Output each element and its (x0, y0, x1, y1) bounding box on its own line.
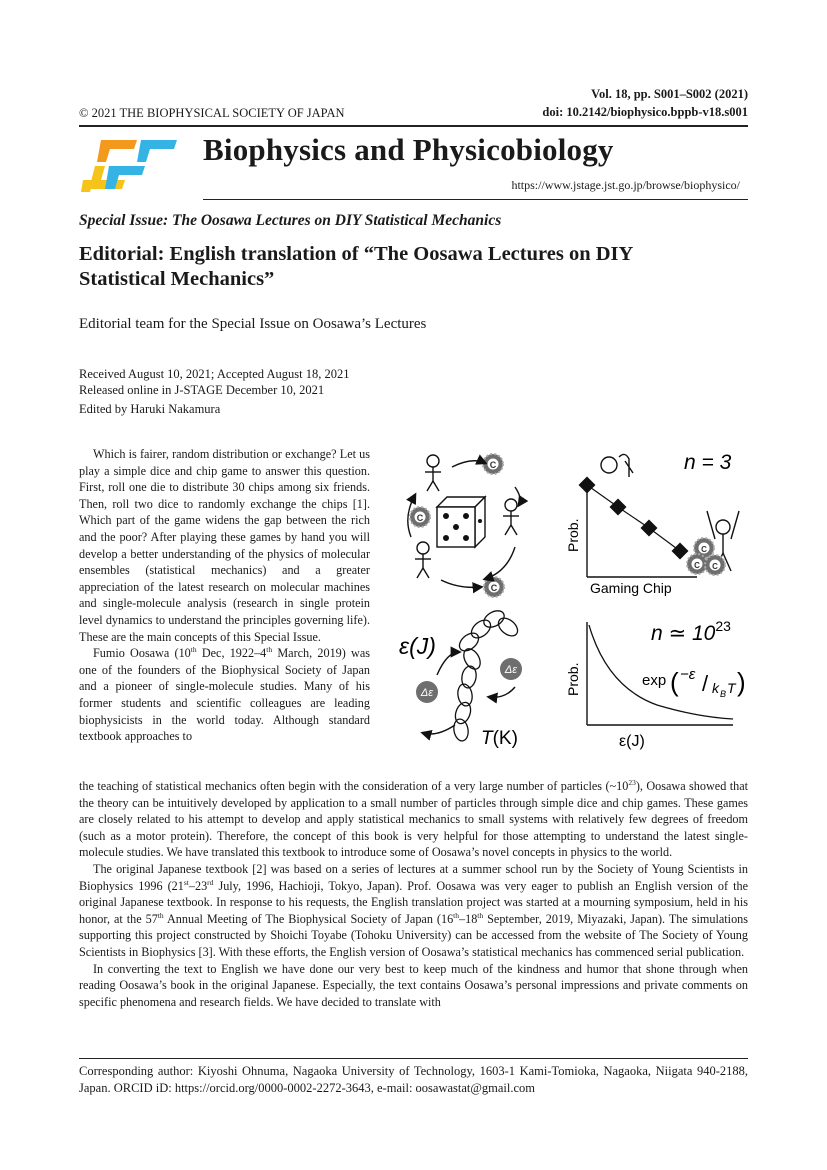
released-line: Released online in J-STAGE December 10, 2021 (79, 383, 325, 398)
gaming-chip-label: Gaming Chip (590, 580, 672, 596)
svg-text:C: C (694, 561, 700, 570)
header-rule-top (79, 125, 748, 127)
data-point (579, 477, 596, 494)
paragraph-2-col: Fumio Oosawa (10th Dec, 1922–4th March, 2019) was one of the founders of the Biophysical Society of Japan and a pioneer of single-molecule studies. Many of his former students and scientific colleagues are leading biophysicists in the world today. Although standard textbook approaches to (79, 645, 370, 744)
exchange-arrow (485, 547, 515, 579)
svg-text:k: k (712, 680, 719, 696)
n3-label: n = 3 (684, 451, 732, 474)
die-icon (437, 497, 485, 547)
volume-line: Vol. 18, pp. S001–S002 (2021) (591, 87, 748, 101)
delta-eps-label: Δε (504, 664, 518, 676)
paragraph-2-continued: the teaching of statistical mechanics often begin with the consideration of a very large number of particles $(\sim 10^{23})$, Oosawa showed that the theory can be intuitively developed by application to a small number of particles through simple dice and chip games. These games are closely related to his attempt to develop and apply statistical mechanics to small systems with relatively few degrees of freedom (such as a motor protein). Therefore, the concept of this book is very helpful for those attempting to understand the latest single-molecule studies. We have translated this textbook to introduce some of Oosawa’s novel concepts in physics to the world. (79, 777, 748, 860)
delta-eps-label: Δε (420, 687, 434, 699)
large-n-distribution-panel (565, 618, 746, 750)
poor-person-icon (601, 454, 633, 477)
person-icon (425, 455, 441, 491)
svg-text:(: ( (670, 667, 679, 697)
footer-rule (79, 1058, 748, 1059)
author-line: Editorial team for the Special Issue on Oosawa’s Lectures (79, 316, 427, 332)
svg-text:B: B (720, 689, 727, 699)
paragraph-4: In converting the text to English we have done our very best to keep much of the kindness and humor that shone through when reading Oosawa’s book in the original Japanese. Especially, the text contains Oosawa’s personal impressions and private comments on specific phenomena and research fields. We have decided to translate with (79, 961, 748, 1009)
person-icon (415, 542, 431, 578)
data-point (610, 499, 627, 516)
article-title-line1: Editorial: English translation of “The Oosawa Lectures on DIY (79, 243, 634, 265)
svg-text:C: C (712, 562, 718, 571)
epsilon-axis-label: ε(J) (619, 733, 645, 750)
boltzmann-formula (642, 666, 746, 699)
journal-url[interactable]: https://www.jstage.jst.go.jp/browse/biophysico/ (511, 178, 740, 192)
special-issue-label: Special Issue: The Oosawa Lectures on DIY Statistical Mechanics (79, 212, 502, 229)
journal-title: Biophysics and Physicobiology (203, 132, 614, 167)
exchange-arrow (441, 580, 481, 587)
svg-text:): ) (737, 667, 746, 697)
article-title (79, 242, 633, 292)
chip-letter: C (490, 583, 498, 593)
left-column (79, 446, 370, 745)
data-point (672, 543, 689, 560)
full-width-body (79, 778, 748, 1010)
journal-logo (79, 136, 179, 196)
person-icon (503, 499, 519, 535)
small-n-distribution-panel (565, 451, 739, 596)
dates-block (79, 366, 349, 417)
corresponding-author: Corresponding author: Kiyoshi Ohnuma, Nagaoka University of Technology, 1603-1 Kami-Tomioka, Nagaoka, Niigata 940-2188, Japan. ORCID iD: https://orcid.org/0000-0002-2272-3643, e-mail: oosawastat@gmail.com (79, 1064, 748, 1095)
article-title-line2: Statistical Mechanics” (79, 268, 275, 290)
svg-text:−ε: −ε (680, 666, 696, 683)
svg-text:exp: exp (642, 672, 667, 689)
exchange-arrow (452, 461, 485, 467)
n-large-label: n ≃ $10^{23}$ (651, 618, 731, 645)
dice-exchange-panel (408, 454, 521, 597)
svg-text:C: C (701, 545, 707, 554)
prob-label: Prob. (565, 518, 581, 552)
svg-text:T: T (727, 680, 736, 696)
received-line: Received August 10, 2021; Accepted August 18, 2021 (79, 367, 350, 381)
svg-text:/: / (702, 671, 709, 696)
paragraph-3: The original Japanese textbook [2] was based on a series of lectures at a summer school run by the Society of Young Scientists in Biophysics 1996 (21st–23rd July, 1996, Hachioji, Tokyo, Japan). Prof. Oosawa was very eager to publish an English version of the original Japanese textbook. In response to his requests, the English translation project was started at a mourning symposium, held in his honor, at the 57th Annual Meeting of The Biophysical Society of Japan (16th–18th September, 2019, Miyazaki, Japan). The simulations supporting this project constructed by Shoichi Toyabe (Tohoku University) can be accessed from the website of The Society of Young Scientists in Biophysics [3]. With these efforts, the English version of Oosawa’s statistical mechanics has commenced serial publication. (79, 861, 748, 959)
copyright-line: © 2021 THE BIOPHYSICAL SOCIETY OF JAPAN (79, 106, 345, 120)
graphical-abstract-figure (397, 447, 747, 752)
energy-temperature-panel (399, 607, 522, 749)
temperature-label: T(K) (481, 728, 518, 749)
chip-letter: C (416, 513, 424, 523)
header-rule-bottom (203, 199, 748, 200)
edited-line: Edited by Haruki Nakamura (79, 401, 221, 416)
data-point (641, 520, 658, 537)
epsilon-j-label: ε(J) (399, 633, 436, 659)
chip-letter: C (489, 460, 497, 470)
paragraph-1: Which is fairer, random distribution or exchange? Let us play a simple dice and chip game to answer this question. First, roll one die to distribute 30 chips among six friends. Then, roll two dice to randomly exchange the chips [1]. Which part of the game widens the gap between the rich and the poor? After playing these games by hand you will develop a better understanding of the physics of molecular ensembles (statistical mechanics) and a greater appreciation of the latest research on molecular machines and single-molecule analysis (research in single protein level dynamics to understand the principles governing life). These are the main concepts of this Special Issue. (79, 447, 370, 644)
prob-label: Prob. (565, 662, 581, 696)
doi-line[interactable]: doi: 10.2142/biophysico.bppb-v18.s001 (542, 105, 748, 119)
